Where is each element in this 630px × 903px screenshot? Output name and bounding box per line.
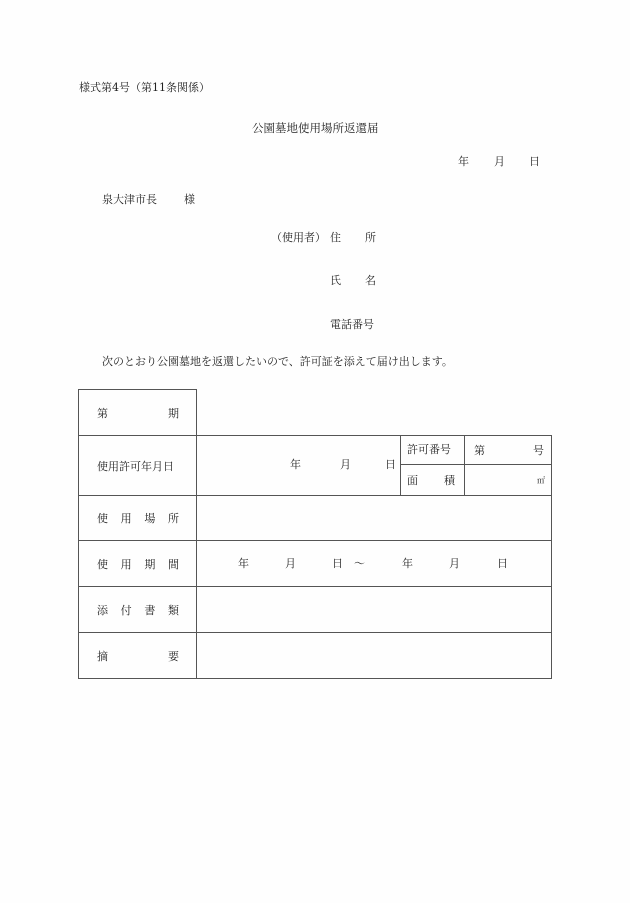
label-char: 用 <box>120 512 132 525</box>
applicant-label: （使用者） <box>271 231 326 244</box>
label-char: 第 <box>97 406 108 420</box>
addressee-honorific: 様 <box>184 193 195 206</box>
label-char: 所 <box>167 512 179 525</box>
area-field[interactable] <box>474 465 545 495</box>
date-month-label: 月 <box>494 155 505 168</box>
table-line <box>78 678 552 679</box>
statement: 次のとおり公園墓地を返還したいので、許可証を添えて届け出します。 <box>102 355 453 368</box>
permit-number-field[interactable] <box>474 436 544 464</box>
label-char: 場 <box>144 512 156 525</box>
form-number: 様式第4号（第11条関係） <box>79 81 210 94</box>
area-unit: ㎡ <box>537 475 545 485</box>
label-char: 付 <box>120 603 132 617</box>
label-char: 期 <box>144 557 156 571</box>
date-year-label: 年 <box>458 155 469 168</box>
date-day-label: 日 <box>529 155 540 168</box>
from-day[interactable]: 日 <box>332 557 343 570</box>
label-char: 書 <box>144 603 156 617</box>
label-char: 摘 <box>97 649 108 663</box>
label-char: 面 <box>407 474 418 487</box>
table-line <box>551 435 552 679</box>
table-line <box>400 435 401 495</box>
location-label <box>97 496 179 540</box>
table-line <box>464 435 465 495</box>
label-char: 使 <box>97 557 108 571</box>
to-year[interactable]: 年 <box>402 557 413 570</box>
attachments-field[interactable] <box>197 587 551 632</box>
range-separator: ～ <box>354 557 365 570</box>
label-char: 要 <box>168 649 179 663</box>
table-line <box>78 389 79 679</box>
location-field[interactable] <box>197 496 551 540</box>
attachments-label <box>97 587 179 632</box>
remarks-label <box>97 633 179 678</box>
remarks-field[interactable] <box>197 633 551 678</box>
label-char: 間 <box>167 557 179 571</box>
name-label-2: 名 <box>365 274 376 287</box>
label-char: 号 <box>533 444 544 457</box>
permit-number-label: 許可番号 <box>407 443 451 456</box>
period-label <box>97 390 179 435</box>
label-char: 第 <box>474 444 485 457</box>
document-title: 公園墓地使用場所返還届 <box>252 121 379 135</box>
label-char: 添 <box>97 603 108 617</box>
permit-date-label <box>97 436 187 495</box>
address-label-2: 所 <box>365 231 376 244</box>
label-text: 使用許可年月日 <box>97 459 174 473</box>
name-label: 氏 <box>330 274 341 287</box>
label-char: 期 <box>168 406 179 420</box>
area-label <box>407 465 455 495</box>
from-month[interactable]: 月 <box>285 557 296 570</box>
label-char: 類 <box>167 603 179 617</box>
addressee-name: 泉大津市長 <box>102 193 157 206</box>
label-char: 使 <box>97 512 108 525</box>
usage-period-label <box>97 541 179 586</box>
label-char: 用 <box>120 557 132 571</box>
permit-date-year[interactable]: 年 <box>290 458 301 471</box>
label-char: 積 <box>444 474 455 487</box>
to-day[interactable]: 日 <box>497 557 508 570</box>
from-year[interactable]: 年 <box>238 557 249 570</box>
permit-date-day[interactable]: 日 <box>385 458 396 471</box>
phone-label: 電話番号 <box>330 318 374 331</box>
permit-date-month[interactable]: 月 <box>340 458 351 471</box>
to-month[interactable]: 月 <box>449 557 460 570</box>
address-label: 住 <box>330 231 341 244</box>
